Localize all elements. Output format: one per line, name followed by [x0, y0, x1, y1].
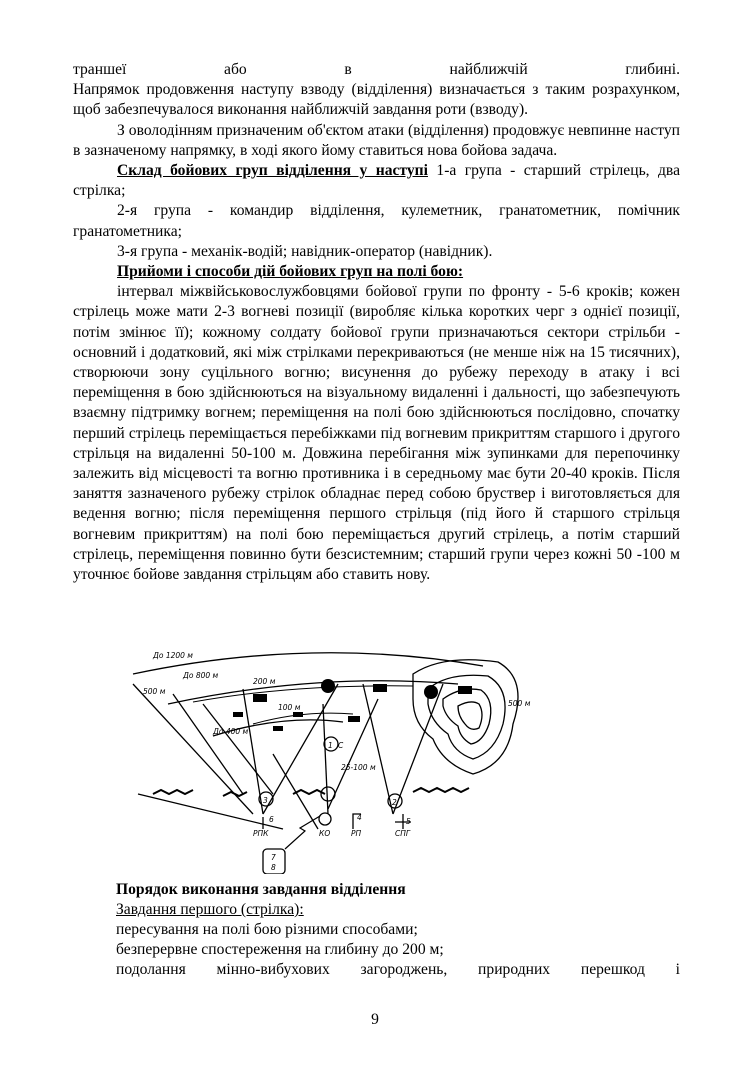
sector-line — [173, 694, 243, 794]
label-rp: РП — [351, 829, 362, 838]
range-arc-800 — [168, 681, 458, 704]
label-8: 8 — [271, 863, 276, 872]
page-text — [73, 60, 680, 585]
label-800: До 800 м — [183, 671, 219, 680]
group-3-text: 3-я група - механік-водій; навідник-оператор (навідник). — [117, 242, 493, 260]
page-number: 9 — [371, 1011, 379, 1028]
trench-mid — [293, 790, 325, 794]
label-c3: 3 — [263, 796, 268, 805]
enemy-target — [293, 712, 303, 717]
sector-line — [273, 754, 318, 829]
task-item: пересування на полі бою різними способами; — [116, 921, 418, 938]
enemy-target — [253, 694, 267, 702]
label-100: 100 м — [278, 703, 301, 712]
trench-left — [153, 790, 193, 794]
label-400: До 400 м — [213, 727, 249, 736]
battle-formation-diagram — [113, 644, 533, 874]
commander-marker — [319, 813, 331, 825]
enemy-target — [348, 716, 360, 722]
label-25-100: 25-100 м — [341, 763, 376, 772]
paragraph: З оволодінням призначеним об'єктом атаки (відділення) продовжує невпинне наступ в зазначеному напрямку, в ході якого йому ставиться нова бойова задача. — [73, 121, 680, 159]
contour-outer — [413, 660, 518, 774]
sector-line — [393, 684, 443, 814]
contour-core — [458, 702, 482, 729]
enemy-target — [424, 685, 438, 699]
label-1200: До 1200 м — [153, 651, 193, 660]
task-item: безперервне спостереження на глибину до 200 м; — [116, 941, 444, 958]
label-spg: СПГ — [395, 829, 411, 838]
label-500-left: 500 м — [143, 687, 166, 696]
trench-right — [413, 788, 469, 792]
label-5: 5 — [406, 817, 411, 826]
enemy-target — [233, 712, 243, 717]
label-6: 6 — [269, 815, 274, 824]
contour-inner — [443, 689, 491, 744]
methods-heading: Прийоми і способи дій бойових груп на полі бою: — [117, 263, 464, 281]
sector-line — [363, 684, 393, 814]
enemy-target — [273, 726, 283, 731]
enemy-target — [373, 684, 387, 692]
label-200: 200 м — [253, 677, 276, 686]
label-rpk: РПК — [253, 829, 269, 838]
order-heading: Порядок виконання завдання відділення — [116, 881, 406, 898]
label-4: 4 — [357, 813, 362, 822]
label-7: 7 — [271, 853, 276, 862]
label-500-right: 500 м — [508, 699, 531, 708]
sector-line — [203, 704, 273, 794]
groups-heading: Склад бойових груп відділення у наступі — [117, 162, 428, 180]
task-item: подолання мінно-вибухових загороджень, природних перешкод і — [116, 961, 680, 978]
group-2-text: 2-я група - командир відділення, кулеметник, гранатометник, помічник гранатометника; — [73, 202, 680, 240]
paragraph-groups — [73, 161, 680, 201]
label-c: С — [338, 741, 344, 750]
paragraph: Напрямок продовження наступу взводу (відділення) визначається з таким розрахунком, щоб забезпечувалося виконання найближчій завдання роти (взводу). — [73, 81, 680, 119]
paragraph-methods: інтервал міжвійськовослужбовцями бойової групи по фронту - 5-6 кроків; кожен стрілець може мати 2-3 вогневі позиції (виробляє кілька коротких черг з однієї позиції, потім змінює її); кожному солдату бойової групи призначаються сектори стрільби - основний і додатковий, які між стрілками перекриваються (не менше ніж на 15 тисячних), створюючи зону суцільного вогню; висунення до рубежу переходу в атаку і всі переміщення в бою здійснюються на візуальному видаленні і дальності, що забезпечують взаємну підтримку вогнем; переміщення на полі бою здійснюються послідовно, спочатку перший стрілець переміщається перебіжками під вогневим прикриттям старшого і другого стрільця на видаленні 50-100 м. Довжина перебігання між зупинками для перепочинку залежить від місцевості та вогню противника і в середньому має бути 20-40 кроків. Після заняття зазначеного рубежу стрілок обладнає перед собою бруствер і виготовляється для ведення вогню; після переміщення першого стрільця (під його й старшого стрільця вогневим прикриттям) на полі бою переміщається другий стрілець, а потім старший стрілець, переміщення повинно бути безсистемним; старший групи через кожні 50 -100 м уточнює бойове завдання стрільцям або ставить нову. — [73, 283, 680, 584]
group-1-text: 1-а група - старший стрілець, два стрілка; — [73, 162, 680, 200]
enemy-target — [458, 686, 472, 694]
enemy-target — [321, 679, 335, 693]
first-task-heading: Завдання першого (стрілка): — [116, 901, 304, 918]
label-c2: 2 — [392, 798, 397, 807]
label-c1: 1 — [328, 741, 333, 750]
paragraph-line: траншеї або в найближчій глибині. — [73, 61, 680, 78]
label-ko: КО — [319, 829, 331, 838]
paragraph-methods-heading — [73, 262, 680, 282]
lightning-line — [285, 816, 320, 849]
